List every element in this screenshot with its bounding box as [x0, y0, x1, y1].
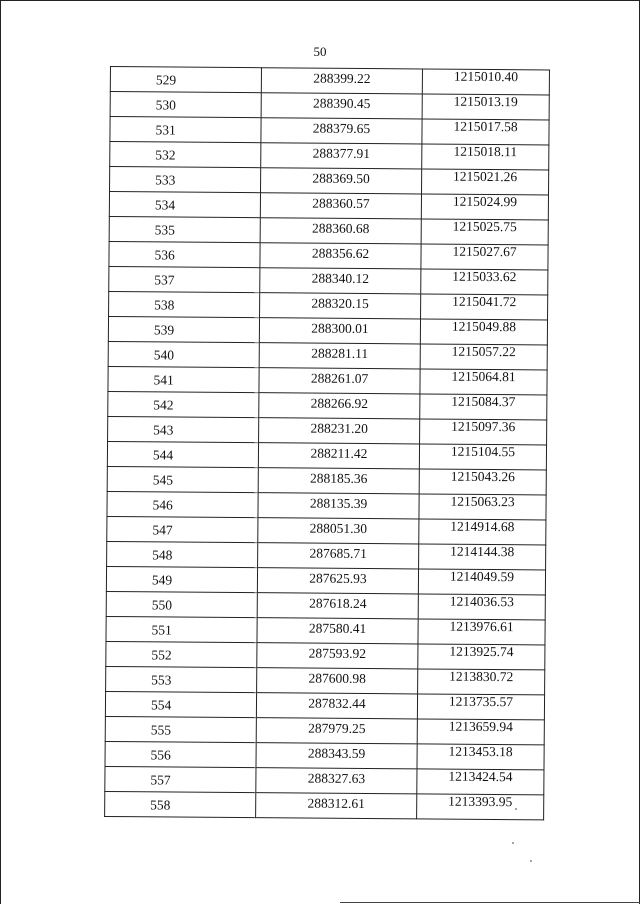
x-coordinate-value: 288320.15 [311, 295, 369, 312]
x-coordinate-value: 288327.63 [307, 770, 366, 787]
x-coordinate-cell [256, 693, 417, 719]
point-id-cell [105, 741, 256, 767]
x-coordinate-cell [261, 68, 422, 94]
table-row [109, 291, 548, 319]
y-coordinate-cell [417, 719, 544, 745]
x-coordinate-value: 288369.50 [312, 170, 370, 187]
table-row [110, 142, 549, 170]
point-id-cell [108, 316, 259, 342]
point-id-value: 533 [155, 172, 176, 188]
y-coordinate-cell [417, 769, 544, 795]
x-coordinate-cell [259, 318, 420, 344]
y-coordinate-value: 1215084.37 [451, 393, 516, 410]
y-coordinate-value: 1215013.19 [453, 93, 518, 110]
y-coordinate-value: 1215043.26 [450, 468, 515, 485]
table-row [105, 716, 544, 744]
y-coordinate-cell [418, 569, 545, 595]
point-id-cell [105, 691, 256, 717]
x-coordinate-cell [257, 568, 418, 594]
point-id-value: 531 [155, 122, 176, 138]
y-coordinate-cell [417, 744, 544, 770]
x-coordinate-value: 288360.68 [311, 220, 370, 237]
y-coordinate-value: 1213830.72 [449, 668, 514, 685]
y-coordinate-cell [421, 294, 548, 320]
point-id-value: 552 [151, 647, 172, 663]
point-id-value: 546 [152, 497, 173, 513]
x-coordinate-value: 288356.62 [311, 245, 370, 262]
y-coordinate-value: 1213659.94 [448, 718, 513, 735]
point-id-cell [108, 341, 259, 367]
table-row [109, 192, 548, 220]
table-row [105, 741, 544, 769]
x-coordinate-cell [259, 393, 420, 419]
x-coordinate-cell [260, 268, 421, 294]
point-id-value: 537 [154, 272, 175, 288]
y-coordinate-cell [419, 544, 546, 570]
scan-speck [530, 860, 532, 862]
x-coordinate-value: 288379.65 [312, 120, 371, 137]
point-id-cell [105, 791, 256, 817]
point-id-value: 540 [153, 347, 175, 363]
x-coordinate-value: 288051.30 [309, 520, 368, 537]
table-row [105, 691, 544, 719]
y-coordinate-value: 1213976.61 [449, 618, 514, 635]
x-coordinate-cell [258, 493, 419, 519]
x-coordinate-value: 288135.39 [309, 495, 368, 512]
table-row [107, 491, 546, 519]
table-row [110, 92, 549, 120]
table-body [105, 67, 550, 820]
point-id-value: 554 [150, 697, 172, 713]
y-coordinate-cell [421, 219, 548, 245]
table-row [105, 791, 544, 819]
y-coordinate-cell [419, 469, 546, 495]
y-coordinate-value: 1215063.23 [450, 493, 515, 510]
point-id-cell [106, 641, 257, 667]
y-coordinate-value: 1215057.22 [451, 343, 516, 360]
point-id-value: 536 [154, 247, 175, 263]
table-row [109, 266, 548, 294]
table-row [107, 466, 546, 494]
x-coordinate-value: 287832.44 [308, 695, 366, 712]
x-coordinate-cell [260, 293, 421, 319]
point-id-value: 539 [153, 322, 175, 338]
x-coordinate-value: 288360.57 [312, 195, 370, 212]
y-coordinate-cell [421, 194, 548, 220]
y-coordinate-value: 1215041.72 [452, 293, 517, 310]
y-coordinate-cell [420, 394, 547, 420]
table-row [107, 441, 546, 469]
y-coordinate-value: 1215018.11 [453, 143, 518, 160]
x-coordinate-value: 288300.01 [311, 320, 369, 337]
point-id-cell [107, 491, 258, 517]
x-coordinate-value: 288340.12 [311, 270, 370, 287]
point-id-value: 534 [154, 197, 176, 213]
point-id-cell [109, 291, 260, 317]
x-coordinate-cell [256, 768, 417, 794]
y-coordinate-value: 1215024.99 [452, 193, 518, 210]
y-coordinate-cell [420, 369, 547, 395]
x-coordinate-cell [258, 443, 419, 469]
x-coordinate-value: 288266.92 [310, 395, 369, 412]
y-coordinate-cell [420, 344, 547, 370]
point-id-cell [105, 766, 256, 792]
x-coordinate-cell [261, 118, 422, 144]
table-row [110, 167, 549, 195]
point-id-cell [105, 716, 256, 742]
y-coordinate-cell [422, 94, 549, 120]
y-coordinate-value: 1213735.57 [448, 693, 514, 710]
point-id-cell [109, 241, 260, 267]
y-coordinate-value: 1215017.58 [453, 118, 518, 135]
table-row [106, 566, 545, 594]
y-coordinate-cell [419, 519, 546, 545]
scan-speck [515, 808, 517, 810]
table-row [106, 666, 545, 694]
y-coordinate-value: 1213424.54 [448, 768, 513, 785]
y-coordinate-value: 1214914.68 [450, 518, 515, 535]
point-id-value: 544 [152, 447, 174, 463]
y-coordinate-value: 1215025.75 [452, 218, 517, 235]
x-coordinate-value: 287618.24 [309, 595, 367, 612]
y-coordinate-cell [418, 644, 545, 670]
point-id-value: 535 [154, 222, 176, 238]
y-coordinate-value: 1215027.67 [452, 243, 517, 260]
y-coordinate-value: 1215021.26 [453, 168, 518, 185]
x-coordinate-cell [257, 668, 418, 694]
x-coordinate-value: 288343.59 [307, 745, 366, 762]
x-coordinate-value: 288390.45 [312, 95, 371, 112]
y-coordinate-value: 1213453.18 [448, 743, 513, 760]
point-id-cell [106, 591, 257, 617]
point-id-value: 530 [155, 97, 177, 113]
y-coordinate-cell [420, 319, 547, 345]
y-coordinate-cell [419, 494, 546, 520]
y-coordinate-value: 1213393.95 [448, 793, 513, 810]
x-coordinate-value: 287580.41 [308, 620, 367, 637]
point-id-value: 553 [151, 672, 172, 688]
y-coordinate-cell [422, 169, 549, 195]
y-coordinate-value: 1214036.53 [449, 593, 514, 610]
point-id-value: 545 [152, 472, 174, 488]
point-id-value: 555 [150, 722, 172, 738]
x-coordinate-value: 288377.91 [312, 145, 371, 162]
x-coordinate-value: 288261.07 [310, 370, 369, 387]
table-row [108, 416, 547, 444]
point-id-value: 541 [153, 372, 174, 388]
y-coordinate-value: 1215010.40 [453, 68, 519, 85]
x-coordinate-value: 287979.25 [308, 720, 366, 737]
point-id-value: 551 [151, 622, 172, 638]
point-id-value: 538 [154, 297, 175, 313]
x-coordinate-cell [260, 243, 421, 269]
point-id-value: 543 [153, 422, 174, 438]
point-id-cell [106, 666, 257, 692]
table-row [108, 391, 547, 419]
table-row [108, 316, 547, 344]
point-id-value: 542 [153, 397, 174, 413]
y-coordinate-cell [421, 269, 548, 295]
y-coordinate-cell [420, 419, 547, 445]
coordinate-table [104, 66, 550, 820]
scan-speck [512, 842, 514, 844]
y-coordinate-cell [418, 594, 545, 620]
point-id-cell [108, 416, 259, 442]
point-id-cell [106, 616, 257, 642]
page-number: 50 [313, 44, 327, 59]
point-id-cell [108, 391, 259, 417]
point-id-value: 556 [150, 747, 171, 763]
point-id-cell [107, 441, 258, 467]
x-coordinate-cell [261, 143, 422, 169]
y-coordinate-cell [422, 144, 549, 170]
y-coordinate-value: 1215104.55 [450, 443, 516, 460]
point-id-cell [110, 167, 261, 193]
y-coordinate-cell [417, 794, 544, 820]
y-coordinate-cell [417, 694, 544, 720]
x-coordinate-value: 287625.93 [309, 570, 367, 587]
x-coordinate-cell [259, 368, 420, 394]
point-id-value: 557 [150, 772, 171, 788]
point-id-cell [110, 67, 261, 93]
x-coordinate-value: 288211.42 [310, 445, 368, 462]
y-coordinate-value: 1215033.62 [452, 268, 517, 285]
y-coordinate-cell [419, 444, 546, 470]
table-row [109, 216, 548, 244]
point-id-cell [109, 192, 260, 218]
table-row [110, 117, 549, 145]
y-coordinate-cell [421, 244, 548, 270]
table-row [106, 591, 545, 619]
x-coordinate-value: 287685.71 [309, 545, 367, 562]
y-coordinate-value: 1215049.88 [451, 318, 517, 335]
x-coordinate-cell [257, 618, 418, 644]
table-row [109, 241, 548, 269]
x-coordinate-value: 288231.20 [310, 420, 368, 437]
point-id-cell [110, 117, 261, 143]
y-coordinate-cell [418, 619, 545, 645]
point-id-cell [109, 216, 260, 242]
y-coordinate-value: 1215097.36 [451, 418, 516, 435]
x-coordinate-cell [261, 168, 422, 194]
x-coordinate-value: 288185.36 [310, 470, 368, 487]
y-coordinate-value: 1213925.74 [449, 643, 514, 660]
x-coordinate-cell [259, 343, 420, 369]
table-row [106, 616, 545, 644]
point-id-value: 548 [152, 547, 173, 563]
x-coordinate-cell [257, 643, 418, 669]
y-coordinate-cell [418, 669, 545, 695]
point-id-value: 532 [155, 147, 176, 163]
table-row [110, 67, 549, 95]
x-coordinate-cell [258, 468, 419, 494]
x-coordinate-value: 288399.22 [313, 70, 371, 87]
x-coordinate-value: 287593.92 [308, 645, 367, 662]
x-coordinate-cell [256, 743, 417, 769]
y-coordinate-cell [422, 69, 549, 95]
x-coordinate-cell [257, 593, 418, 619]
y-coordinate-cell [422, 119, 549, 145]
x-coordinate-cell [260, 193, 421, 219]
point-id-cell [107, 541, 258, 567]
page-bottom-edge [340, 902, 640, 903]
x-coordinate-cell [259, 418, 420, 444]
point-id-cell [110, 92, 261, 118]
x-coordinate-cell [256, 718, 417, 744]
table-row [108, 366, 547, 394]
point-id-value: 558 [150, 797, 171, 813]
point-id-value: 549 [151, 572, 173, 588]
x-coordinate-cell [258, 543, 419, 569]
y-coordinate-value: 1215064.81 [451, 368, 516, 385]
table-row [106, 641, 545, 669]
x-coordinate-cell [261, 93, 422, 119]
x-coordinate-value: 287600.98 [308, 670, 366, 687]
x-coordinate-value: 288281.11 [311, 345, 369, 362]
x-coordinate-value: 288312.61 [307, 795, 365, 812]
point-id-cell [108, 366, 259, 392]
y-coordinate-value: 1214144.38 [450, 543, 515, 560]
point-id-cell [106, 566, 257, 592]
point-id-cell [109, 266, 260, 292]
x-coordinate-cell [260, 218, 421, 244]
point-id-value: 547 [152, 522, 173, 538]
x-coordinate-cell [256, 793, 417, 819]
table-row [108, 341, 547, 369]
x-coordinate-cell [258, 518, 419, 544]
table-row [107, 541, 546, 569]
point-id-cell [107, 466, 258, 492]
table-row [107, 516, 546, 544]
point-id-cell [110, 142, 261, 168]
point-id-value: 550 [151, 597, 173, 613]
y-coordinate-value: 1214049.59 [449, 568, 515, 585]
point-id-value: 529 [155, 72, 177, 88]
point-id-cell [107, 516, 258, 542]
table-row [105, 766, 544, 794]
